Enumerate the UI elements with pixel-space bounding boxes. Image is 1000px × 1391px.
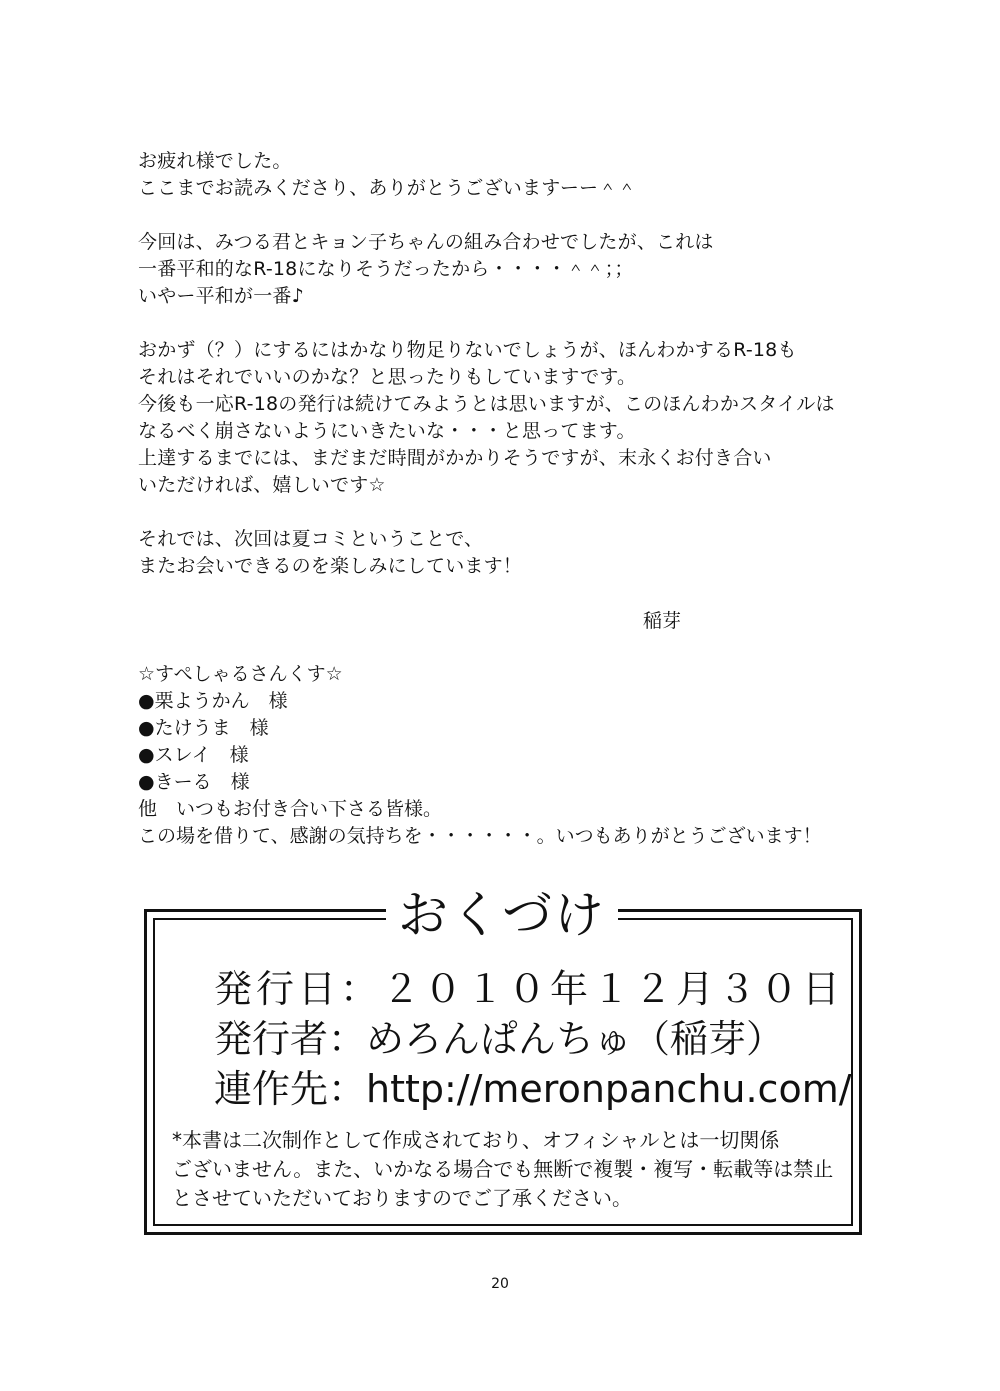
afterword-line: ここまでお読みくださり、ありがとうございますーー＾＾	[138, 177, 637, 199]
disclaimer-note	[172, 1126, 852, 1213]
afterword-line: いやー平和が一番♪	[138, 285, 304, 307]
thanks-item: ●たけうま 様	[138, 717, 269, 739]
colophon-title: おくづけ	[386, 884, 618, 946]
contact-url: 連作先：http://meronpanchu.com/	[214, 1067, 852, 1111]
disclaimer-line: ございません。また、いかなる場合でも無断で複製・複写・転載等は禁止	[172, 1157, 834, 1181]
afterword-line: 上達するまでには、まだまだ時間がかかりそうですが、末永くお付き合い	[138, 447, 772, 469]
afterword-line: またお会いできるのを楽しみにしています！	[138, 555, 523, 577]
thanks-line: この場を借りて、感謝の気持ちを・・・・・・。いつもありがとうございます！	[138, 825, 822, 847]
disclaimer-line: *本書は二次制作として作成されており、オフィシャルとは一切関係	[172, 1128, 780, 1152]
afterword-line: それでは、次回は夏コミということで、	[138, 528, 484, 550]
afterword-line: 今後も一応R-18の発行は続けてみようとは思いますが、このほんわかスタイルは	[138, 393, 835, 415]
thanks-line: 他 いつもお付き合い下さる皆様。	[138, 798, 443, 820]
afterword-line: いただければ、嬉しいです☆	[138, 474, 386, 496]
publisher: 発行者：めろんぱんちゅ（稲芽）	[214, 1017, 785, 1061]
thanks-item: ●きーる 様	[138, 771, 250, 793]
special-thanks	[138, 661, 878, 850]
thanks-item: ●栗ようかん 様	[138, 690, 288, 712]
afterword-line: 今回は、みつる君とキョン子ちゃんの組み合わせでしたが、これは	[138, 231, 714, 253]
afterword-line: おかず（？）にするにはかなり物足りないでしょうが、ほんわかするR-18も	[138, 339, 797, 361]
author-signature: 稲芽	[643, 610, 682, 632]
afterword-line: お疲れ様でした。	[138, 150, 292, 172]
page-number: 20	[491, 1276, 509, 1292]
disclaimer-line: とさせていただいておりますのでご了承ください。	[172, 1186, 632, 1210]
issue-date: 発行日：２０１０年１２月３０日	[214, 967, 845, 1011]
afterword-text	[138, 148, 878, 580]
thanks-item: ●スレイ 様	[138, 744, 249, 766]
afterword-line: それはそれでいいのかな？と思ったりもしていますです。	[138, 366, 637, 388]
afterword-line: なるべく崩さないようにいきたいな・・・と思ってます。	[138, 420, 636, 442]
thanks-heading: ☆すぺしゃるさんくす☆	[138, 663, 343, 685]
afterword-line: 一番平和的なR-18になりそうだったから・・・・＾＾；；	[138, 258, 634, 280]
